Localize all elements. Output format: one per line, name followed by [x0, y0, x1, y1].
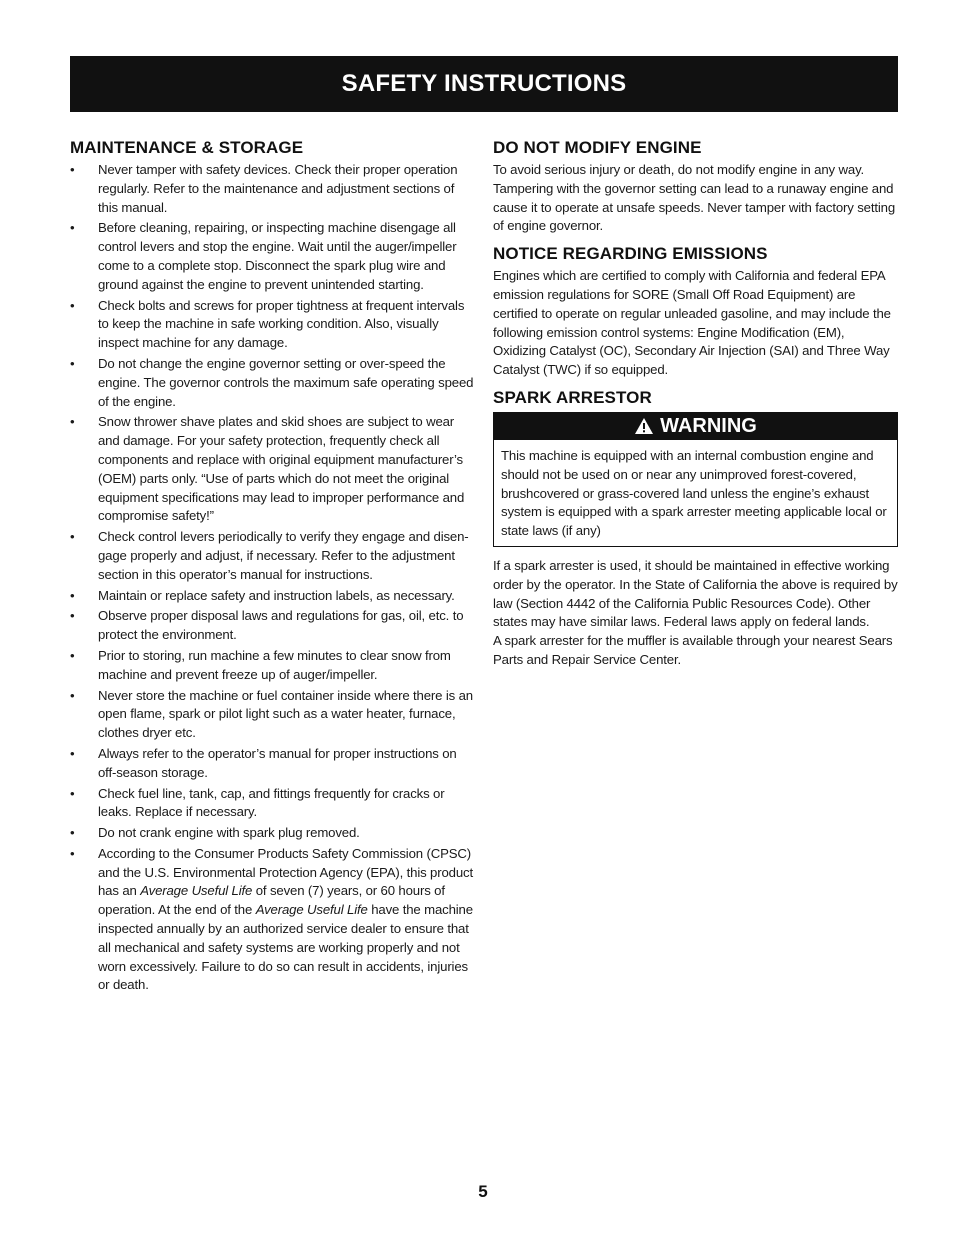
list-item: • Before cleaning, repairing, or inspecting machine disengage all control levers and stop the engine. Wait until the auger/impeller come to a complete stop. Disconnect the spark plug wire and ground against the engine to prevent unintended starting.	[70, 220, 457, 292]
spark-arrestor-heading: SPARK ARRESTOR	[493, 387, 652, 407]
list-item: • Always refer to the operator’s manual for proper instructions on off-season storage.	[70, 745, 457, 780]
modify-engine-text: To avoid serious injury or death, do not modify engine in any way. Tampering with the governor setting can lead to a runaway engine and cause it to operate at unsafe speeds. Never tamper with factory setting of engine governor.	[493, 162, 896, 234]
warning-label: WARNING	[660, 414, 757, 437]
maintenance-heading: MAINTENANCE & STORAGE	[70, 138, 304, 157]
modify-engine-heading: DO NOT MODIFY ENGINE	[493, 138, 702, 157]
list-item: • Observe proper disposal laws and regulations for gas, oil, etc. to protect the environment.	[70, 608, 464, 643]
list-item: • Check control levers periodically to verify they engage and disen- gage properly and adjust, if necessary. Refer to the adjustment section in this operator’s manual for instructions.	[70, 529, 469, 582]
list-item-useful-life: • According to the Consumer Products Safety Commission (CPSC) and the U.S. Environmental Protection Agency (EPA), this product has an Average Useful Life of seven (7) years, or 60 hours of operation. At the end of the Average Useful Life have the machine inspected annually by an authorized service dealer to ensure that all mechanical and safety systems are working properly and not worn excessively. Failure to do so can result in accidents, injuries or death.	[70, 845, 473, 993]
spark-arrestor-text: If a spark arrester is used, it should be maintained in effective working order by the operator. In the State of California the above is required by law (Section 4442 of the California Public Resources Code). Other states may have similar laws. Federal laws apply on federal lands.	[493, 557, 898, 630]
right-column	[493, 138, 898, 674]
list-item: • Never tamper with safety devices. Check their proper operation regularly. Refer to the maintenance and adjustment sections of this manual.	[70, 162, 458, 215]
spark-arrestor-availability-text: A spark arrester for the muffler is available through your nearest Sears Parts and Repair Service Center.	[493, 633, 893, 667]
list-item: • Do not crank engine with spark plug removed.	[70, 825, 360, 841]
warning-body	[494, 440, 897, 546]
warning-triangle-icon	[634, 417, 654, 435]
emissions-heading: NOTICE REGARDING EMISSIONS	[493, 244, 768, 264]
emissions-text: Engines which are certified to comply with California and federal EPA emission regulations for SORE (Small Off Road Equipment) are certified to operate on regular unleaded gasoline, and may include the following emission control systems: Engine Modification (EM), Oxidizing Catalyst (OC), Secondary Air Injection (SAI) and Three Way Catalyst (TWC) if so equipped.	[493, 268, 891, 378]
emissions-section	[493, 244, 898, 380]
page-number: 5	[478, 1182, 488, 1201]
page-title: SAFETY INSTRUCTIONS	[341, 70, 627, 97]
maintenance-list	[70, 161, 475, 995]
warning-header	[494, 413, 897, 440]
left-column	[70, 138, 475, 997]
list-item: • Do not change the engine governor setting or over-speed the engine. The governor controls the maximum safe operating speed of the engine.	[70, 355, 474, 409]
section-header-bar	[70, 56, 898, 112]
spark-arrestor-section	[493, 388, 898, 670]
warning-box	[493, 412, 898, 547]
warning-text: This machine is equipped with an internal combustion engine and should not be used on or near any unimproved forest-covered, brushcovered or grass-covered land unless the engine’s exhaust system is equipped with a spark arrester meeting applicable local or state laws (if any)	[501, 447, 887, 539]
list-item: • Snow thrower shave plates and skid shoes are subject to wear and damage. For your safety protection, frequently check all components and replace with original equipment manufacturer’s (OEM) parts only. “Use of parts which do not meet the original equipment specifications may lead to improper performance and compromise safety!”	[70, 414, 465, 524]
list-item: • Prior to storing, run machine a few minutes to clear snow from machine and prevent freeze up of auger/impeller.	[70, 647, 451, 682]
list-item: • Never store the machine or fuel container inside where there is an open flame, spark or pilot light such as a water heater, furnace, clothes dryer etc.	[70, 687, 473, 741]
modify-engine-section	[493, 138, 898, 236]
list-item: • Maintain or replace safety and instruction labels, as necessary.	[70, 587, 455, 603]
list-item: • Check fuel line, tank, cap, and fittings frequently for cracks or leaks. Replace if necessary.	[70, 785, 445, 820]
list-item: • Check bolts and screws for proper tightness at frequent intervals to keep the machine in safe working condition. Also, visually inspect machine for any damage.	[70, 297, 465, 351]
